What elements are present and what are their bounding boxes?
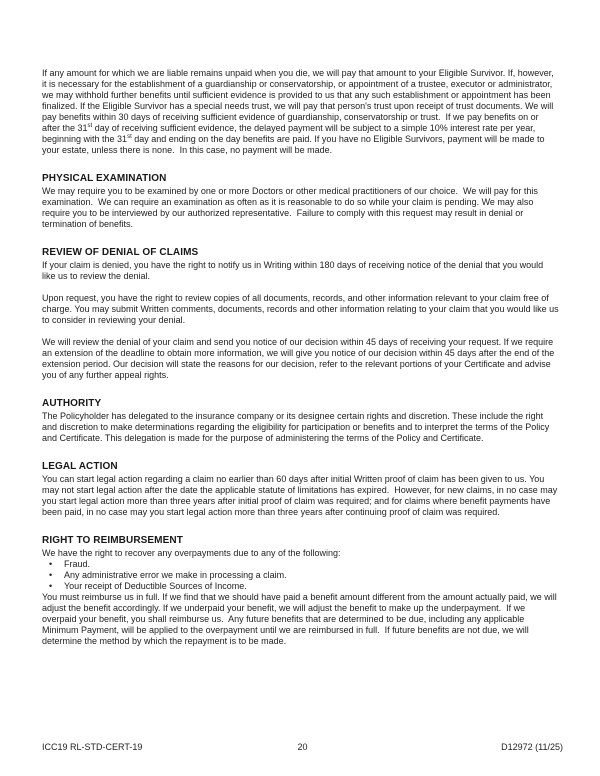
page-footer	[42, 742, 563, 753]
section-authority	[42, 398, 559, 444]
list-item	[42, 570, 559, 581]
section-review-of-denial	[42, 247, 562, 381]
bullet-marker: •	[49, 559, 53, 569]
bullet-text-fraud: Fraud.	[64, 559, 91, 569]
intro-paragraph	[42, 68, 559, 156]
ordinal-superscript: st	[127, 134, 132, 140]
document-body	[42, 68, 562, 647]
list-item	[42, 559, 559, 570]
section-heading-review-of-denial: REVIEW OF DENIAL OF CLAIMS	[42, 247, 199, 258]
footer-document-code: D12972 (11/25)	[501, 742, 564, 752]
list-item	[42, 581, 559, 592]
bullet-marker: •	[49, 581, 53, 591]
intro-text-2: day of receiving sufficient evidence, the delayed payment will be subject to a simple 10% interest rate per year, beginning with the 31	[42, 123, 538, 144]
authority-paragraph: The Policyholder has delegated to the insurance company or its designee certain rights and discretion. These include the right and discretion to make determinations regarding the eligibility for participation or benefits and to interpret the terms of the Policy and Certificate. This delegation is made for the purpose of administering the terms of the Policy and Certificate.	[42, 411, 552, 443]
section-heading-right-to-reimbursement: RIGHT TO REIMBURSEMENT	[42, 535, 183, 546]
section-heading-legal-action: LEGAL ACTION	[42, 461, 118, 472]
section-right-to-reimbursement	[42, 535, 559, 647]
reimbursement-bullet-list	[42, 559, 559, 592]
review-paragraph-1: If your claim is denied, you have the right to notify us in Writing within 180 days of receiving notice of the denial that you would like us to review the denial.	[42, 260, 546, 281]
review-paragraph-2: Upon request, you have the right to review copies of all documents, records, and other information relevant to your claim free of charge. You may submit Written comments, documents, records and other information relating to your claim that you would like us to consider in reviewing your denial.	[42, 293, 562, 325]
intro-text-3: day and ending on the day benefits are paid. If you have no Eligible Survivors, payment will be made to your estate, unless there is none. In this case, no payment will be made.	[42, 134, 548, 155]
review-paragraph-3: We will review the denial of your claim and send you notice of our decision within 45 days of receiving your request. If we require an extension of the deadline to obtain more information, we will give you notice of our decision within 45 days after the end of the extension period. Our decision will state the reasons for our decision, refer to the relevant portions of your Certificate and advise you of any further appeal rights.	[42, 337, 557, 380]
bullet-marker: •	[49, 570, 53, 580]
physical-examination-paragraph: We may require you to be examined by one or more Doctors or other medical practitioners of our choice. We will pay for this examination. We can require an examination as often as it is reasonable to do so while your claim is pending. We may also require you to be interviewed by our authorized representative. Failure to comply with this request may result in denial or termination of benefits.	[42, 186, 541, 229]
section-heading-authority: AUTHORITY	[42, 398, 102, 409]
bullet-text-admin-error: Any administrative error we make in processing a claim.	[64, 570, 287, 580]
reimbursement-closing-paragraph: You must reimburse us in full. If we find that we should have paid a benefit amount different from the amount actually paid, we will adjust the benefit accordingly. If we underpaid your benefit, we will adjust the benefit to make up the underpayment. If we overpaid your benefit, you shall reimburse us. Any future benefits that are determined to be due, including any applicable Minimum Payment, will be applied to the overpayment until we are reimbursed in full. If future benefits are not due, we will determine the method by which the repayment is to be made.	[42, 592, 560, 646]
section-legal-action	[42, 461, 559, 518]
intro-text-1: If any amount for which we are liable remains unpaid when you die, we will pay that amount to your Eligible Survivor. If, however, it is necessary for the establishment of a guardianship or conservatorship, or appointment of a trustee, executor or administrator, we may withhold further benefits until sufficient evidence is provided to us that any such establishment or appointment has been finalized. If the Eligible Survivor has a special needs trust, we will pay that person's trust upon receipt of trust documents. We will pay benefits within 30 days of receiving sufficient evidence of guardianship, conservatorship or trust. If we pay benefits on or after the 31	[42, 68, 557, 133]
legal-action-paragraph: You can start legal action regarding a claim no earlier than 60 days after initial Written proof of claim has been given to us. You may not start legal action after the date the applicable statute of limitations has expired. However, for new claims, in no case may you start legal action more than three years after initial proof of claim was required; and for claims where benefit payments have been paid, in no case may you start legal action more than three years after continuing proof of claim was required.	[42, 474, 560, 517]
section-heading-physical-examination: PHYSICAL EXAMINATION	[42, 173, 167, 184]
ordinal-superscript: st	[87, 123, 93, 129]
bullet-text-deductible-income: Your receipt of Deductible Sources of Income.	[64, 581, 247, 591]
footer-page-number: 20	[297, 742, 308, 752]
reimbursement-intro: We have the right to recover any overpayments due to any of the following:	[42, 548, 341, 558]
section-physical-examination	[42, 173, 559, 230]
footer-form-number: ICC19 RL-STD-CERT-19	[42, 742, 143, 752]
